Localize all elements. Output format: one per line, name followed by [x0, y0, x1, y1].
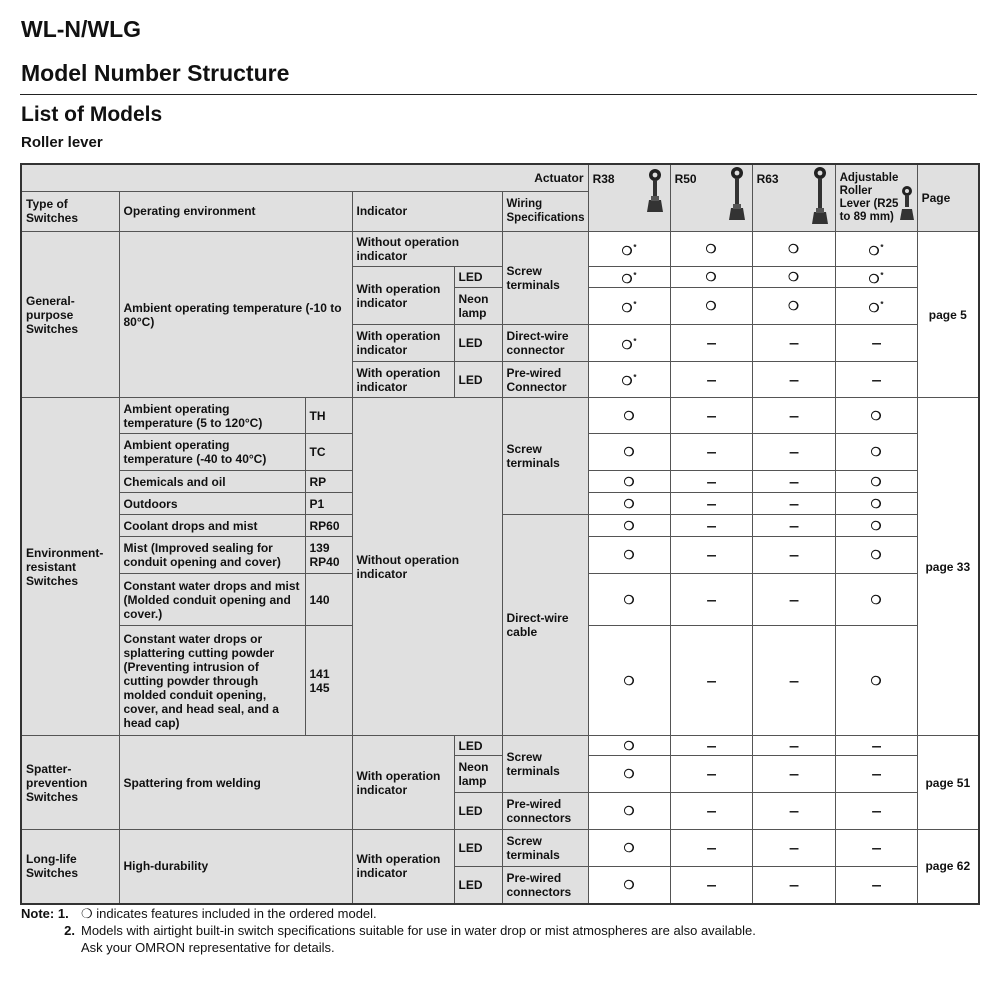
mark-cell: ---: [752, 574, 835, 626]
mark-cell: ❍: [835, 493, 917, 515]
list-title: List of Models: [21, 103, 163, 126]
actuator-r38-label: R38: [592, 172, 615, 186]
mark-cell: ❍: [835, 398, 917, 434]
mark-cell: ---: [670, 471, 752, 493]
mark-cell: ❍*: [588, 288, 670, 325]
page-header: Page: [917, 164, 979, 232]
wiring-screw: Screw terminals: [502, 736, 588, 793]
page-ref-spatter: page 51: [917, 736, 979, 830]
mark-cell: ---: [752, 626, 835, 736]
mark-cell: ❍*: [588, 325, 670, 362]
table-row: [21, 232, 979, 267]
env-code: 140: [305, 574, 352, 626]
mark-cell: ---: [670, 756, 752, 793]
type-environment: Environment-resistant Switches: [21, 398, 119, 736]
note-number: [21, 939, 81, 956]
mark-cell: ❍: [588, 756, 670, 793]
mark-cell: ❍: [588, 471, 670, 493]
mark-cell: ---: [752, 537, 835, 574]
note-text: Ask your OMRON representative for details.: [81, 940, 335, 955]
indicator-neon: Neon lamp: [454, 756, 502, 793]
mark-cell: ---: [670, 867, 752, 904]
actuator-header: Actuator: [21, 164, 588, 191]
env-code: RP: [305, 471, 352, 493]
mark-cell: ❍: [588, 537, 670, 574]
mark-cell: ❍: [588, 867, 670, 904]
mark-cell: ---: [752, 793, 835, 830]
mark-cell: ❍: [752, 232, 835, 267]
env-header: Operating environment: [119, 191, 352, 231]
mark-cell: ❍: [588, 398, 670, 434]
title-divider: [20, 94, 977, 95]
adjustable-roller-lever-icon: [898, 185, 916, 224]
mark-cell: ---: [670, 493, 752, 515]
mark-cell: ---: [670, 434, 752, 471]
wiring-screw: Screw terminals: [502, 398, 588, 515]
mark-cell: ❍: [588, 515, 670, 537]
mark-cell: ---: [752, 362, 835, 398]
mark-cell: ---: [752, 325, 835, 362]
mark-cell: ---: [752, 515, 835, 537]
wiring-direct: Direct-wire connector: [502, 325, 588, 362]
mark-cell: ---: [835, 867, 917, 904]
model-code-title: WL-N/WLG: [21, 16, 142, 42]
mark-cell: ---: [835, 830, 917, 867]
mark-cell: ---: [670, 830, 752, 867]
table-row: [21, 736, 979, 756]
mark-cell: ❍: [588, 574, 670, 626]
mark-cell: ❍: [588, 493, 670, 515]
mark-cell: ---: [835, 362, 917, 398]
actuator-adjustable-label: Adjustable Roller Lever (R25 to 89 mm): [839, 172, 899, 223]
indicator-with: With operation indicator: [352, 362, 454, 398]
wiring-prewired: Pre-wired connectors: [502, 867, 588, 904]
env-spatter: Spattering from welding: [119, 736, 352, 830]
mark-cell: ---: [752, 736, 835, 756]
env-row: Constant water drops or splattering cutting powder (Preventing intrusion of cutting powder through molded conduit opening, cover, and head seal, and a head cap): [119, 626, 305, 736]
mark-cell: ❍*: [588, 362, 670, 398]
mark-cell: ❍: [752, 288, 835, 325]
indicator-led: LED: [454, 867, 502, 904]
note-label: Note: 1.: [21, 906, 69, 921]
indicator-header: Indicator: [352, 191, 502, 231]
indicator-with: With operation indicator: [352, 830, 454, 904]
roller-lever-icon: [726, 166, 748, 225]
mark-cell: ---: [835, 736, 917, 756]
mark-cell: ---: [752, 398, 835, 434]
wiring-prewired: Pre-wired Connector: [502, 362, 588, 398]
mark-cell: ---: [752, 434, 835, 471]
indicator-led: LED: [454, 736, 502, 756]
mark-cell: ❍: [588, 830, 670, 867]
type-longlife: Long-life Switches: [21, 830, 119, 904]
mark-cell: ---: [835, 793, 917, 830]
mark-cell: ❍: [670, 267, 752, 288]
mark-cell: ❍: [670, 288, 752, 325]
mark-cell: ---: [752, 756, 835, 793]
actuator-r50-header: [670, 164, 752, 232]
mark-cell: ---: [835, 756, 917, 793]
indicator-with: With operation indicator: [352, 267, 454, 325]
note-row: [21, 939, 756, 956]
wiring-direct-cable: Direct-wire cable: [502, 515, 588, 736]
indicator-led: LED: [454, 325, 502, 362]
actuator-r38-header: [588, 164, 670, 232]
indicator-led: LED: [454, 830, 502, 867]
mark-cell: ---: [670, 736, 752, 756]
mark-cell: ❍: [588, 434, 670, 471]
mark-cell: ❍*: [588, 232, 670, 267]
actuator-r63-label: R63: [756, 172, 779, 186]
wiring-screw: Screw terminals: [502, 830, 588, 867]
mark-cell: ❍: [835, 434, 917, 471]
env-row: Coolant drops and mist: [119, 515, 305, 537]
mark-cell: ❍: [588, 736, 670, 756]
note-row: [21, 922, 756, 939]
mark-cell: ❍: [835, 626, 917, 736]
env-code: TH: [305, 398, 352, 434]
mark-cell: ---: [670, 325, 752, 362]
mark-cell: ❍: [588, 626, 670, 736]
mark-cell: ---: [752, 493, 835, 515]
note-row: [21, 905, 756, 922]
table-row: [21, 830, 979, 867]
mark-cell: ---: [835, 325, 917, 362]
mark-cell: ❍*: [835, 288, 917, 325]
mark-cell: ❍*: [588, 267, 670, 288]
env-code: P1: [305, 493, 352, 515]
env-general: Ambient operating temperature (-10 to 80°C): [119, 232, 352, 398]
mark-cell: ---: [670, 515, 752, 537]
mark-cell: ---: [670, 574, 752, 626]
env-code: 141 145: [305, 626, 352, 736]
mark-cell: ❍: [835, 574, 917, 626]
env-code: RP60: [305, 515, 352, 537]
type-header: Type of Switches: [21, 191, 119, 231]
env-longlife: High-durability: [119, 830, 352, 904]
env-row: Mist (Improved sealing for conduit opening and cover): [119, 537, 305, 574]
actuator-r63-header: [752, 164, 835, 232]
env-row: Ambient operating temperature (5 to 120°C): [119, 398, 305, 434]
env-row: Ambient operating temperature (-40 to 40°C): [119, 434, 305, 471]
indicator-led: LED: [454, 362, 502, 398]
indicator-with: With operation indicator: [352, 736, 454, 830]
roller-lever-icon: [809, 166, 831, 229]
indicator-without: Without operation indicator: [352, 232, 502, 267]
mark-cell: ---: [752, 867, 835, 904]
table-row: [21, 398, 979, 434]
actuator-r50-label: R50: [674, 172, 697, 186]
indicator-led: LED: [454, 267, 502, 288]
mark-cell: ---: [670, 626, 752, 736]
wiring-prewired: Pre-wired connectors: [502, 793, 588, 830]
env-code: 139 RP40: [305, 537, 352, 574]
indicator-neon: Neon lamp: [454, 288, 502, 325]
note-text: Models with airtight built-in switch specifications suitable for use in water drop or mist atmospheres are also available.: [81, 923, 756, 938]
section-title: Model Number Structure: [21, 60, 290, 86]
env-row: Chemicals and oil: [119, 471, 305, 493]
subtitle: Roller lever: [21, 134, 103, 151]
roller-lever-icon: [644, 166, 666, 217]
indicator-led: LED: [454, 793, 502, 830]
mark-cell: ❍: [588, 793, 670, 830]
mark-cell: ❍*: [835, 232, 917, 267]
page-ref-general: page 5: [917, 232, 979, 398]
models-table: [20, 163, 980, 905]
notes: [21, 905, 756, 956]
indicator-without: Without operation indicator: [352, 398, 502, 736]
mark-cell: ❍: [835, 537, 917, 574]
type-general: General-purpose Switches: [21, 232, 119, 398]
note-text: ❍ indicates features included in the ordered model.: [81, 906, 377, 921]
env-row: Constant water drops and mist (Molded conduit opening and cover.): [119, 574, 305, 626]
wiring-screw: Screw terminals: [502, 232, 588, 325]
mark-cell: ❍: [835, 515, 917, 537]
wiring-header: Wiring Specifications: [502, 191, 588, 231]
type-spatter: Spatter-prevention Switches: [21, 736, 119, 830]
indicator-with: With operation indicator: [352, 325, 454, 362]
page-ref-longlife: page 62: [917, 830, 979, 904]
mark-cell: ---: [670, 398, 752, 434]
page-ref-environment: page 33: [917, 398, 979, 736]
mark-cell: ---: [752, 471, 835, 493]
env-code: TC: [305, 434, 352, 471]
mark-cell: ---: [752, 830, 835, 867]
env-row: Outdoors: [119, 493, 305, 515]
mark-cell: ---: [670, 537, 752, 574]
mark-cell: ❍*: [835, 267, 917, 288]
mark-cell: ❍: [752, 267, 835, 288]
mark-cell: ---: [670, 793, 752, 830]
mark-cell: ❍: [835, 471, 917, 493]
note-number: 2.: [64, 923, 75, 938]
actuator-adjustable-header: [835, 164, 917, 232]
mark-cell: ---: [670, 362, 752, 398]
mark-cell: ❍: [670, 232, 752, 267]
